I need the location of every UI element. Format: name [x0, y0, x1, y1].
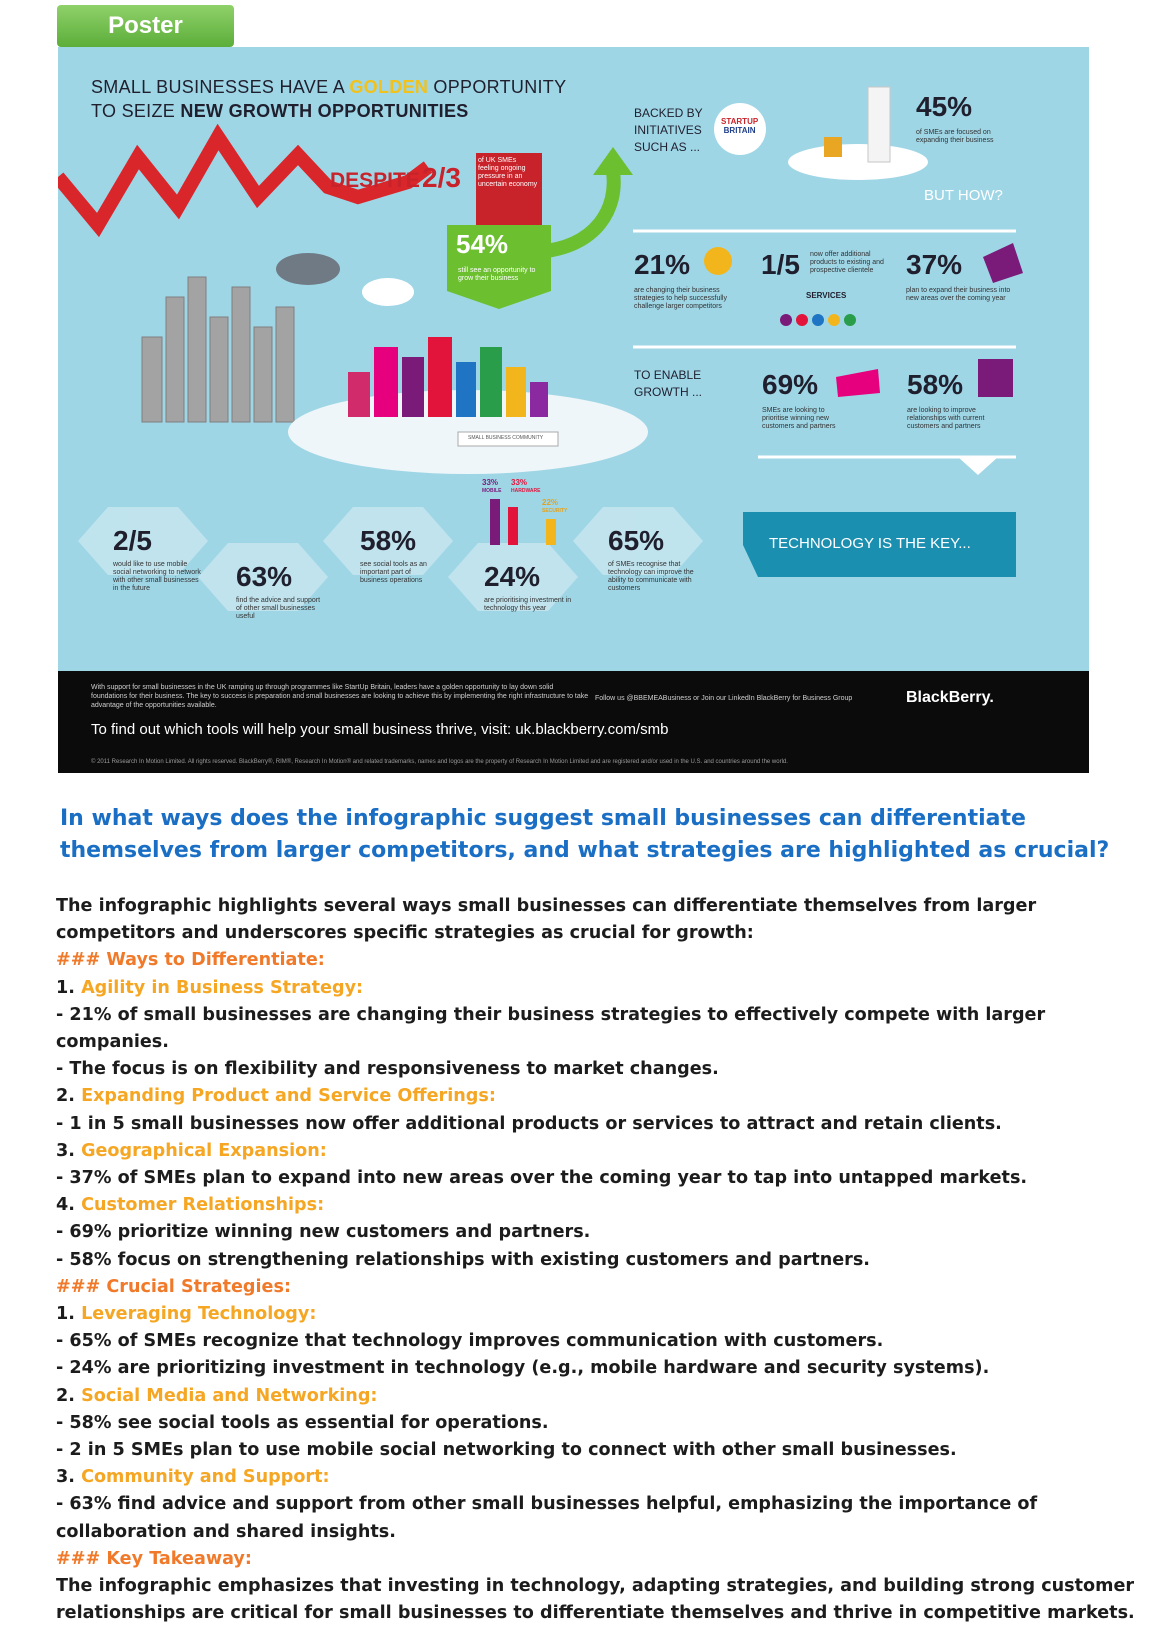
- services-dot-4: [828, 314, 840, 326]
- heading-takeaway: ### Key Takeaway:: [56, 1548, 252, 1569]
- blackberry-logo: BlackBerry.: [906, 689, 994, 706]
- poster-footer: [58, 671, 1089, 773]
- mobile-pct: 33%: [482, 478, 499, 487]
- item-4-bullet-a: - 69% prioritize winning new customers and partners.: [56, 1222, 591, 1243]
- item-2-bullet-a: - 1 in 5 small businesses now offer additional products or services to attract and retain clients.: [56, 1113, 1002, 1134]
- hardware-label: HARDWARE: [511, 488, 541, 494]
- stat21-value: 21%: [634, 249, 691, 280]
- headline-line-1: [91, 77, 566, 98]
- mobile-label: MOBILE: [482, 488, 502, 494]
- hardware-stat: [511, 479, 540, 495]
- stat63-text: find the advice and support of other small businesses useful: [236, 597, 321, 620]
- item-5-bullet-b: - 24% are prioritizing investment in technology (e.g., mobile hardware and security systems).: [56, 1358, 990, 1379]
- security-label: SECURITY: [542, 508, 568, 514]
- stat58b-value: 58%: [360, 525, 417, 556]
- headline-line-2: [91, 101, 469, 122]
- headline-1c: OPPORTUNITY: [428, 77, 567, 97]
- grey-buildings: [142, 277, 294, 422]
- item-6: [56, 1383, 1141, 1410]
- headline-2a: TO SEIZE: [91, 101, 181, 121]
- colorful-buildings: [348, 337, 548, 417]
- poster-tag: [57, 5, 234, 47]
- item-7-num: 3.: [56, 1467, 82, 1488]
- stat25-text: would like to use mobile social networking to network with other small businesses in the future: [113, 561, 201, 592]
- backed-text: BACKED BY INITIATIVES SUCH AS ...: [634, 106, 703, 154]
- community-label: SMALL BUSINESS COMMUNITY: [468, 435, 544, 441]
- footer-follow: Follow us @BBEMEABusiness or Join our LinkedIn BlackBerry for Business Group: [595, 695, 853, 702]
- enable-text: TO ENABLE GROWTH ...: [634, 368, 702, 399]
- item-2-title: Expanding Product and Service Offerings:: [81, 1086, 496, 1107]
- security-bar: [546, 519, 556, 545]
- stat21-text: are changing their business strategies to help successfully challenge larger competitors: [634, 287, 727, 310]
- stat54-value: 54%: [456, 229, 509, 259]
- item-5-bullet-a: - 65% of SMEs recognize that technology improves communication with customers.: [56, 1331, 884, 1352]
- security-stat: [542, 499, 567, 515]
- stat24-text: are prioritising investment in technology this year: [484, 597, 572, 612]
- item-7-title: Community and Support:: [81, 1467, 330, 1488]
- stat65-text: of SMEs recognise that technology can improve the ability to communicate with customers: [608, 561, 694, 592]
- question-text: In what ways does the infographic suggest small businesses can differentiate themselves from larger competitors, and what strategies are highlighted as crucial?: [60, 806, 1110, 863]
- footer-legal: © 2011 Research In Motion Limited. All rights reserved. BlackBerry®, RIM®, Research In Motion® and related trademarks, names and logos are the property of Research In Motion Limited and are registered and/or used in the U.S. and countries around the world.: [91, 759, 788, 765]
- stat24-value: 24%: [484, 561, 541, 592]
- startup-text-1: STARTUP: [721, 117, 759, 126]
- stat69-value: 69%: [762, 369, 819, 400]
- stat58r-value: 58%: [907, 369, 964, 400]
- item-1-num: 1.: [56, 977, 82, 998]
- item-3: [56, 1138, 1141, 1165]
- item-1: [56, 975, 1141, 1002]
- answer-intro: The infographic highlights several ways small businesses can differentiate themselves from larger competitors and underscores specific strategies as crucial for growth:: [56, 896, 1037, 944]
- headline-1a: SMALL BUSINESSES HAVE A: [91, 77, 350, 97]
- services-dot-5: [844, 314, 856, 326]
- item-5-num: 1.: [56, 1304, 82, 1325]
- item-3-bullet-a: - 37% of SMEs plan to expand into new areas over the coming year to tap into untapped markets.: [56, 1168, 1028, 1189]
- item-7: [56, 1464, 1141, 1491]
- heading-ways: ### Ways to Differentiate:: [56, 950, 325, 971]
- stat58b-text: see social tools as an important part of business operations: [360, 561, 427, 584]
- item-4: [56, 1192, 1141, 1219]
- item-4-bullet-b: - 58% focus on strengthening relationships with existing customers and partners.: [56, 1249, 870, 1270]
- but-how: BUT HOW?: [924, 187, 1003, 204]
- hardware-bar: [508, 507, 518, 545]
- answer-conclusion: The infographic emphasizes that investing in technology, adapting strategies, and building strong customer relationships are critical for small businesses to differentiate themselves and thrive in competitive markets.: [56, 1576, 1135, 1624]
- answer-body: [56, 893, 1141, 1627]
- stat69-text: SMEs are looking to prioritise winning new customers and partners: [762, 407, 836, 430]
- hardware-pct: 33%: [511, 478, 528, 487]
- stat54-text: still see an opportunity to grow their business: [458, 267, 536, 282]
- heading-crucial: ### Crucial Strategies:: [56, 1276, 291, 1297]
- mobile-stat: [482, 479, 501, 495]
- stat63-value: 63%: [236, 561, 293, 592]
- cloud-storm: [276, 253, 340, 285]
- item-4-title: Customer Relationships:: [81, 1195, 325, 1216]
- tech-key: TECHNOLOGY IS THE KEY...: [769, 535, 971, 552]
- down-arrow-1: [958, 457, 998, 475]
- stat54-arrow: [447, 291, 551, 309]
- headline-2b: NEW GROWTH OPPORTUNITIES: [180, 101, 469, 121]
- item-6-title: Social Media and Networking:: [81, 1385, 378, 1406]
- growth-arrow-head: [593, 147, 633, 175]
- pie-chart-icon: [704, 247, 732, 275]
- services-dot-2: [796, 314, 808, 326]
- item-2-num: 2.: [56, 1086, 82, 1107]
- mobile-bar: [490, 499, 500, 545]
- startup-britain-text: [721, 117, 758, 135]
- item-6-num: 2.: [56, 1385, 82, 1406]
- stat45-value: 45%: [916, 91, 973, 122]
- despite-label: DESPITE: [330, 169, 420, 192]
- handshake-icon: [836, 369, 880, 397]
- item-3-num: 3.: [56, 1140, 82, 1161]
- stat-hexagons: [78, 507, 703, 611]
- security-pct: 22%: [542, 498, 559, 507]
- footer-cta: To find out which tools will help your small business thrive, visit: uk.blackberry.com/smb: [91, 721, 669, 738]
- footer-paragraph: With support for small businesses in the UK ramping up through programmes like StartUp Britain, leaders have a golden opportunity to lay down solid foundations for their business. The key to success is preparation and small businesses are looking to achieve this by implementing the right infrastructure to take advantage of the opportunities available.: [91, 684, 589, 709]
- stat25-value: 2/5: [113, 525, 152, 556]
- headline-golden: GOLDEN: [349, 77, 429, 97]
- tower-cloud: [788, 144, 928, 180]
- services-label: SERVICES: [806, 291, 847, 300]
- yellow-building: [824, 137, 842, 157]
- item-5-title: Leveraging Technology:: [81, 1304, 317, 1325]
- stat58r-text: are looking to improve relationships with current customers and partners: [907, 407, 985, 430]
- item-6-bullet-b: - 2 in 5 SMEs plan to use mobile social networking to connect with other small businesses.: [56, 1440, 957, 1461]
- despite-value: 2/3: [422, 162, 461, 193]
- item-5: [56, 1301, 1141, 1328]
- cloud-white: [362, 278, 414, 306]
- despite-text: of UK SMEs feeling ongoing pressure in an uncertain economy: [478, 157, 538, 188]
- item-3-title: Geographical Expansion:: [81, 1140, 327, 1161]
- startup-text-2: BRITAIN: [723, 126, 756, 135]
- stat15-text: now offer additional products to existing and prospective clientele: [810, 251, 884, 274]
- services-dot-3: [812, 314, 824, 326]
- item-1-bullet-b: - The focus is on flexibility and responsiveness to market changes.: [56, 1059, 719, 1080]
- item-1-title: Agility in Business Strategy:: [81, 977, 364, 998]
- item-2: [56, 1083, 1141, 1110]
- stat37-value: 37%: [906, 249, 963, 280]
- hands-icon: [978, 359, 1013, 397]
- services-dot-1: [780, 314, 792, 326]
- item-7-bullet-a: - 63% find advice and support from other small businesses helpful, emphasizing the importance of collaboration and shared insights.: [56, 1494, 1038, 1542]
- stat65-value: 65%: [608, 525, 665, 556]
- white-tower: [868, 87, 890, 162]
- poster-tag-label: Poster: [108, 12, 183, 39]
- stat45-text: of SMEs are focused on expanding their business: [916, 129, 994, 144]
- stat37-text: plan to expand their business into new areas over the coming year: [906, 287, 1011, 302]
- expand-arrows-icon: [983, 243, 1023, 283]
- item-6-bullet-a: - 58% see social tools as essential for operations.: [56, 1412, 549, 1433]
- infographic-poster: [58, 47, 1089, 773]
- item-4-num: 4.: [56, 1195, 82, 1216]
- stat15-value: 1/5: [761, 249, 800, 280]
- item-1-bullet-a: - 21% of small businesses are changing their business strategies to effectively compete with larger companies.: [56, 1004, 1046, 1053]
